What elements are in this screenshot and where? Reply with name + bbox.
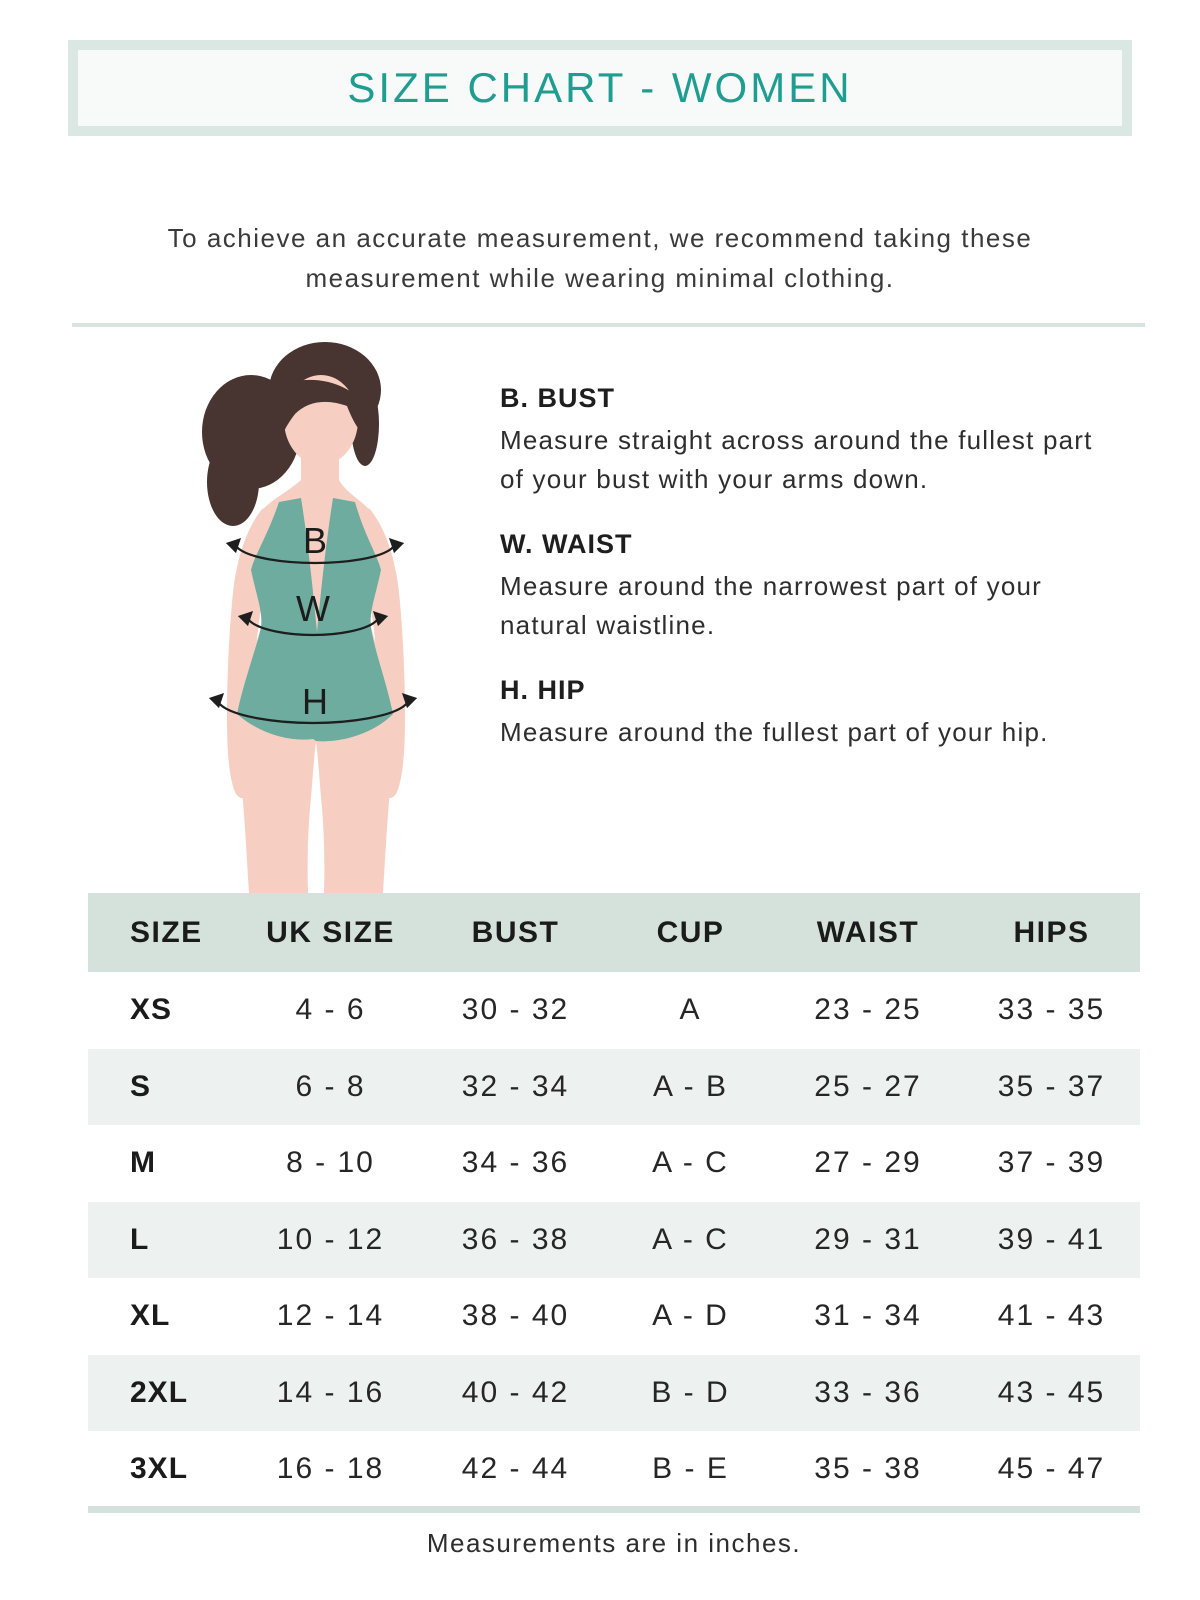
size-table	[88, 893, 1140, 1508]
table-header-row	[88, 893, 1140, 972]
table-row	[88, 1355, 1140, 1432]
value-cell: 14 - 16	[276, 1375, 385, 1409]
table-row	[88, 972, 1140, 1049]
title-banner-inner	[78, 50, 1122, 126]
size-cell: 2XL	[130, 1375, 189, 1409]
column-header: WAIST	[816, 915, 920, 949]
value-cell: 35 - 37	[997, 1069, 1106, 1103]
column-header: UK SIZE	[266, 915, 395, 949]
value-cell: 42 - 44	[461, 1452, 570, 1486]
value-cell: 30 - 32	[461, 993, 570, 1027]
value-cell: 38 - 40	[461, 1299, 570, 1333]
waist-description: Measure around the narrowest part of your natural waistline.	[500, 571, 1043, 640]
value-cell: 41 - 43	[997, 1299, 1106, 1333]
value-cell: 29 - 31	[814, 1222, 922, 1256]
value-cell: 45 - 47	[997, 1452, 1106, 1486]
value-cell: 6 - 8	[295, 1069, 366, 1103]
value-cell: 39 - 41	[997, 1222, 1106, 1256]
value-cell: 27 - 29	[814, 1146, 922, 1180]
value-cell: 33 - 36	[814, 1375, 922, 1409]
value-cell: 16 - 18	[276, 1452, 385, 1486]
hip-description: Measure around the fullest part of your hip.	[500, 717, 1049, 747]
waist-instruction	[500, 529, 1100, 645]
value-cell: 33 - 35	[997, 993, 1106, 1027]
value-cell: A - C	[652, 1222, 729, 1256]
value-cell: B - D	[651, 1375, 730, 1409]
column-header: HIPS	[1013, 915, 1090, 949]
table-row	[88, 1202, 1140, 1279]
hip-letter-label: H	[302, 681, 328, 722]
size-cell: XS	[130, 993, 173, 1027]
measurement-instructions	[500, 383, 1100, 782]
page-title: SIZE CHART - WOMEN	[347, 64, 853, 111]
column-header: BUST	[471, 915, 560, 949]
column-header: SIZE	[130, 915, 203, 949]
hip-instruction	[500, 675, 1100, 752]
value-cell: 36 - 38	[461, 1222, 570, 1256]
size-cell: S	[130, 1069, 152, 1103]
value-cell: 8 - 10	[286, 1146, 375, 1180]
size-cell: XL	[130, 1299, 171, 1333]
woman-figure-icon	[175, 332, 505, 893]
bust-instruction	[500, 383, 1100, 499]
hip-heading: H. HIP	[500, 675, 586, 705]
value-cell: 25 - 27	[814, 1069, 922, 1103]
measurement-figure-illustration	[175, 332, 505, 893]
value-cell: 35 - 38	[814, 1452, 922, 1486]
bust-letter-label: B	[302, 520, 328, 561]
value-cell: 31 - 34	[814, 1299, 922, 1333]
value-cell: A	[679, 993, 702, 1027]
value-cell: 37 - 39	[997, 1146, 1106, 1180]
table-bottom-divider	[88, 1506, 1140, 1513]
value-cell: A - D	[652, 1299, 729, 1333]
value-cell: 40 - 42	[461, 1375, 570, 1409]
value-cell: 23 - 25	[814, 993, 922, 1027]
bust-description: Measure straight across around the fullest part of your bust with your arms down.	[500, 425, 1093, 494]
intro-text: To achieve an accurate measurement, we recommend taking these measurement while wearing minimal clothing.	[167, 223, 1033, 294]
bust-heading: B. BUST	[500, 383, 615, 413]
value-cell: 4 - 6	[295, 993, 366, 1027]
size-cell: 3XL	[130, 1452, 189, 1486]
size-table-body	[88, 972, 1140, 1508]
value-cell: 12 - 14	[276, 1299, 385, 1333]
size-cell: L	[130, 1222, 150, 1256]
value-cell: 43 - 45	[997, 1375, 1106, 1409]
value-cell: A - C	[652, 1146, 729, 1180]
table-row	[88, 1431, 1140, 1508]
waist-letter-label: W	[296, 588, 330, 629]
footer-note: Measurements are in inches.	[426, 1528, 802, 1558]
table-row	[88, 1278, 1140, 1355]
table-row	[88, 1049, 1140, 1126]
waist-heading: W. WAIST	[500, 529, 633, 559]
value-cell: 32 - 34	[461, 1069, 570, 1103]
column-header: CUP	[656, 915, 725, 949]
section-divider	[72, 323, 1145, 327]
value-cell: A - B	[652, 1069, 729, 1103]
size-cell: M	[130, 1146, 156, 1180]
value-cell: B - E	[652, 1452, 729, 1486]
table-row	[88, 1125, 1140, 1202]
value-cell: 10 - 12	[276, 1222, 385, 1256]
title-banner	[68, 40, 1132, 136]
value-cell: 34 - 36	[461, 1146, 570, 1180]
